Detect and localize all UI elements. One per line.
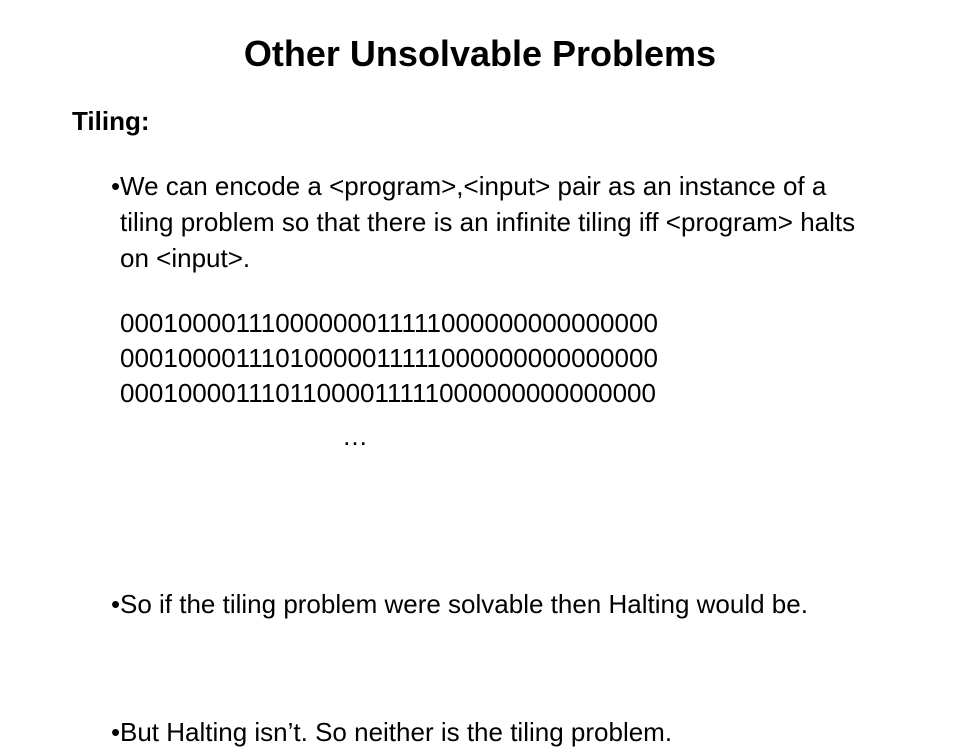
bullet-text: So if the tiling problem were solvable then Halting would be. [120, 589, 808, 619]
binary-encoding-list [120, 306, 880, 411]
binary-row: 00010000111010000011111000000000000000 [120, 343, 658, 373]
slide-title: Other Unsolvable Problems [243, 33, 717, 74]
bullet-text: We can encode a <program>,<input> pair as an instance of a tiling problem so that there is an infinite tiling iff <program> halts on <input>. [120, 171, 856, 273]
bullet-text: But Halting isn’t. So neither is the tiling problem. [120, 717, 673, 747]
continuation-ellipsis: … [342, 421, 368, 451]
bullet-item: •But Halting isn’t. So neither is the tiling problem. [111, 717, 673, 747]
binary-row: 00010000111011000011111000000000000000 [120, 378, 656, 408]
bullet-item: •So if the tiling problem were solvable then Halting would be. [111, 589, 808, 619]
bullet-item: •We can encode a <program>,<input> pair as an instance of a tiling problem so that there is an infinite tiling iff <program> halts on <input>. [111, 171, 856, 273]
binary-row: 00010000111000000011111000000000000000 [120, 308, 658, 338]
section-heading: Tiling: [72, 106, 150, 136]
